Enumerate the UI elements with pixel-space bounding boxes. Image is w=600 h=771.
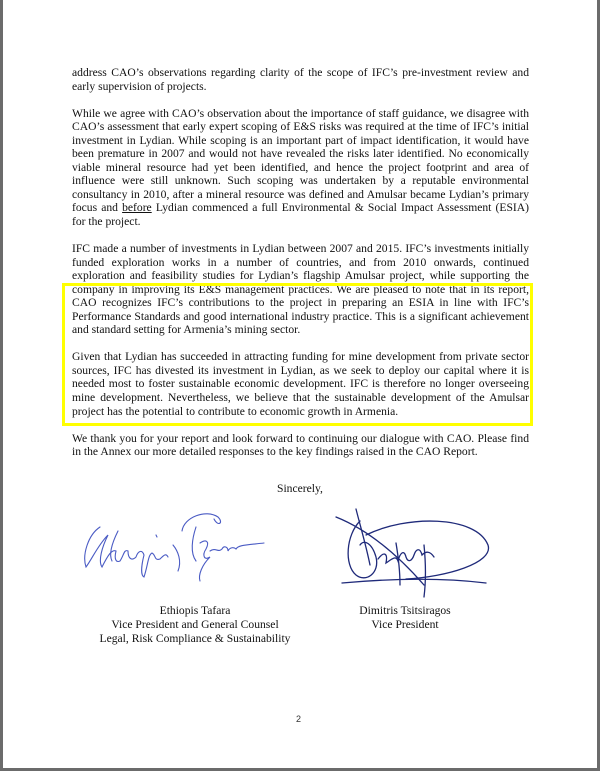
letter-body: [72, 66, 529, 472]
paragraph-5: We thank you for your report and look forward to continuing our dialogue with CAO. Please find in the Annex our more detailed responses to the key findings raised in the CAO Report.: [72, 431, 529, 459]
paragraph-1: address CAO’s observations regarding clarity of the scope of IFC’s pre-investment review and early supervision of projects.: [72, 66, 529, 93]
signatory-department: Legal, Risk Compliance & Sustainability: [99, 632, 291, 645]
signatory-name: Ethiopis Tafara: [159, 604, 231, 617]
signature-ethiopis-tafara: [78, 505, 268, 585]
signatory-title: Vice President and General Counsel: [111, 618, 279, 631]
paragraph-3: IFC made a number of investments in Lydian between 2007 and 2015. IFC’s investments initially funded exploration works in a number of countries, and from 2010 onwards, continued exploration and feasibility studies for Lydian’s flagship Amulsar project, while supporting the company in improving its E&S management practices. We are pleased to note that in its report, CAO recognizes IFC’s contributions to the project in preparing an ESIA in line with IFC’s Performance Standards and good international industry practice. This is a significant achievement and standard setting for Armenia’s mining sector.: [72, 242, 529, 337]
underlined-word: before: [122, 201, 152, 215]
closing-salutation: Sincerely,: [277, 482, 323, 495]
signatory-block-right: [340, 604, 470, 632]
page-number: 2: [296, 714, 302, 724]
signatory-name: Dimitris Tsitsiragos: [359, 604, 451, 617]
paragraph-2: [72, 107, 529, 229]
paragraph-2-text-a: While we agree with CAO’s observation about the importance of staff guidance, we disagree with CAO’s assessment that early expert scoping of E&S risks was required at the time of IFC’s initial investment in Lydian. While scoping is an important part of impact identification, it would have been premature in 2007 and would not have revealed the risks later identified. No economically viable mineral resource had yet been identified, and hence the project footprint and area of influence were still unknown. Such scoping was undertaken by a reputable environmental consultancy in 2010, after a mineral resource was defined and Amulsar became Lydian’s primary focus and: [72, 106, 529, 215]
paragraph-2-text-b: Lydian commenced a full Environmental & Social Impact Assessment (ESIA) for the project.: [72, 201, 529, 228]
signature-dimitris-tsitsiragos: [326, 505, 496, 600]
viewer-frame-left: [0, 0, 3, 771]
paragraph-4: Given that Lydian has succeeded in attracting funding for mine development from private sector sources, IFC has divested its investment in Lydian, as we seek to deploy our capital where it is needed most to foster sustainable economic development. IFC is therefore no longer overseeing mine development. Nevertheless, we believe that the sustainable development of the Amulsar project has the potential to contribute to economic growth in Armenia.: [72, 350, 529, 418]
signatory-title: Vice President: [371, 618, 439, 631]
signatory-block-left: [80, 604, 310, 646]
